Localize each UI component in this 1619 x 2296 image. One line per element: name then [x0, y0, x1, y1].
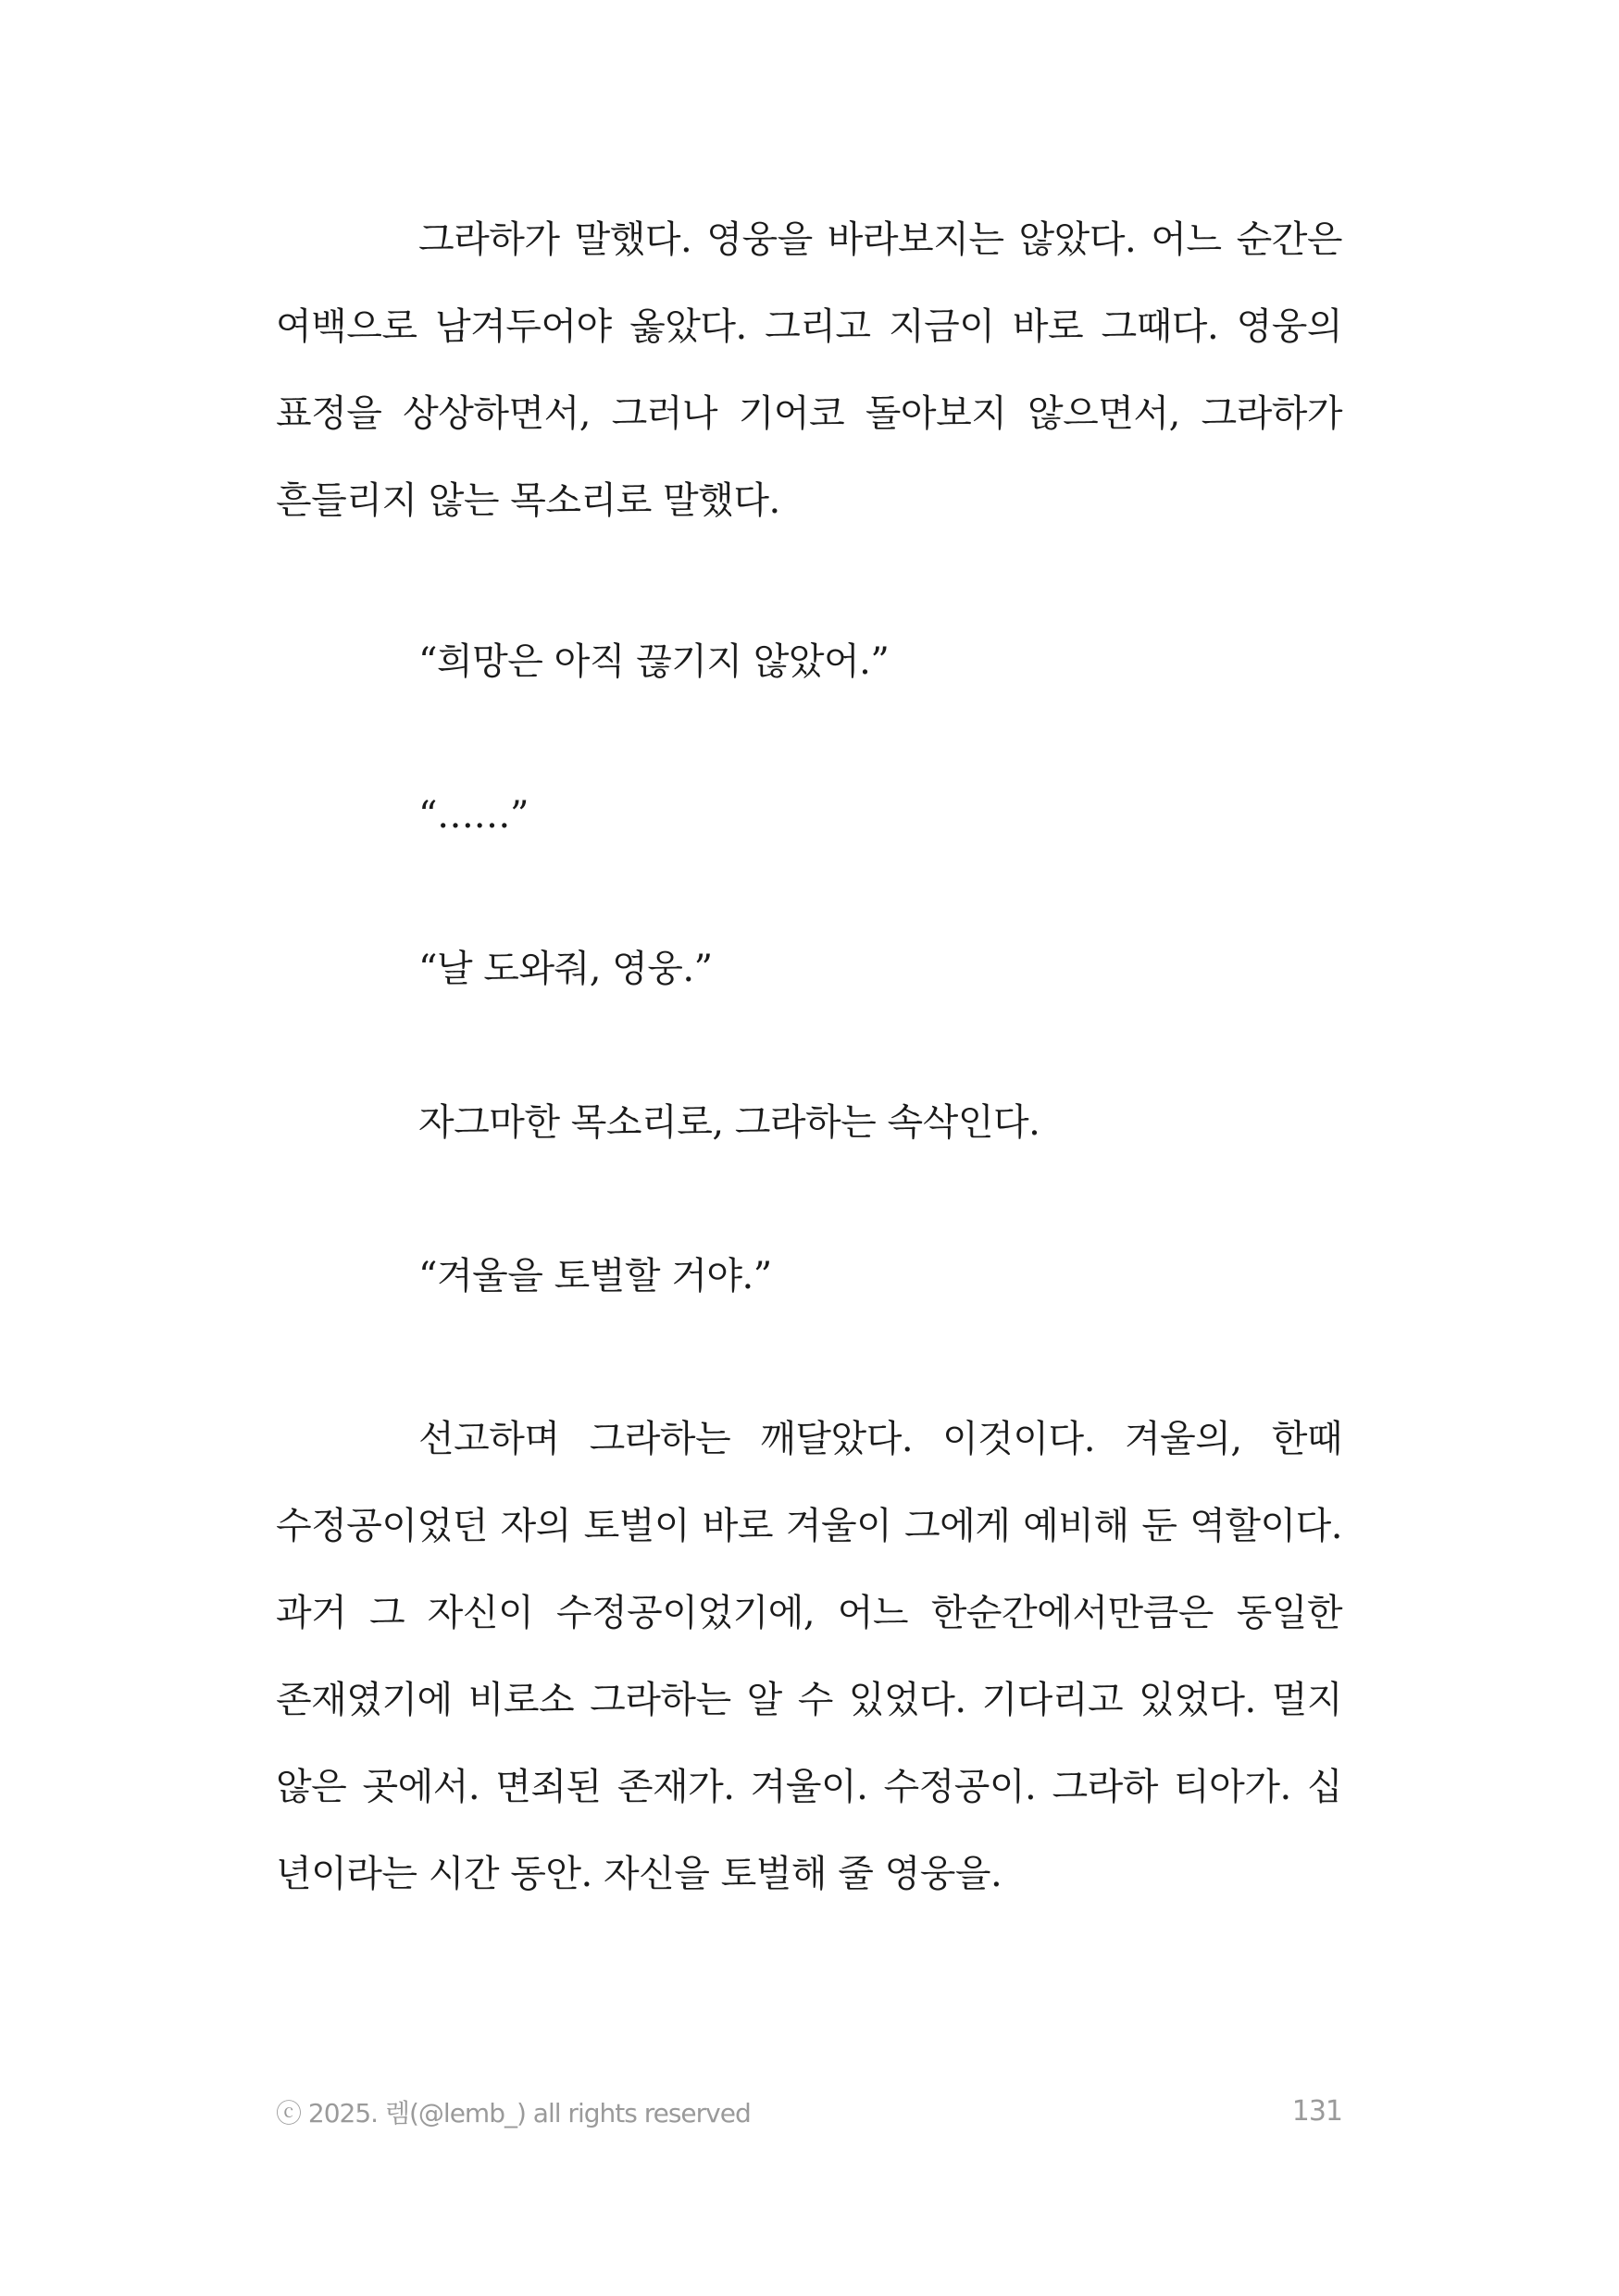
dialogue-line-3: “날 도와줘, 영웅.”	[418, 948, 713, 990]
narration-block-1	[276, 196, 1342, 544]
page-number: 131	[1291, 2095, 1342, 2128]
dialogue-line-1: “희망은 아직 끊기지 않았어.”	[418, 640, 890, 683]
narration-line-whisper: 자그마한 목소리로, 그라하는 속삭인다.	[418, 1101, 1040, 1144]
paragraph-narration-1: 그라하가 말했다. 영웅을 바라보지는 않았다. 어느 순간은 여백으로 남겨두어야 옳았다. 그리고 지금이 바로 그때다. 영웅의 표정을 상상하면서, 그러나 기어코 돌아보지 않으면서, 그라하가 흔들리지 않는 목소리로 말했다.	[276, 218, 1342, 522]
dialogue-line-4: “겨울을 토벌할 거야.”	[418, 1255, 772, 1297]
dialogue-line-2: “……”	[418, 794, 529, 837]
narration-block-2	[276, 1396, 1342, 1917]
copyright-notice: ⓒ 2025. 렘(@lemb_) all rights reserved	[276, 2098, 751, 2128]
paragraph-narration-2: 선고하며 그라하는 깨달았다. 이것이다. 겨울의, 한때 수정공이었던 자의 토벌이 바로 겨울이 그에게 예비해 둔 역할이다. 과거 그 자신이 수정공이었기에, 어느 한순간에서만큼은 동일한 존재였기에 비로소 그라하는 알 수 있었다. 기다리고 있었다. 멀지 않은 곳에서. 면죄된 존재가. 겨울이. 수정공이. 그라하 티아가. 십 년이라는 시간 동안. 자신을 토벌해 줄 영웅을.	[276, 1418, 1342, 1895]
page-footer	[276, 2093, 1342, 2140]
